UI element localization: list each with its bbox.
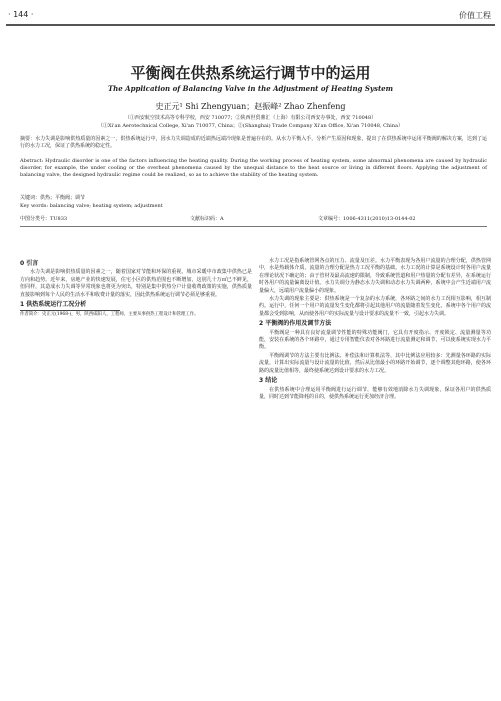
footnote: 作者简介：史正元(1968-)，男，陕西咸阳人，工程师，主要从事供热工程设计和管理工作。 (20, 311, 199, 317)
footnote-rule (20, 310, 120, 311)
doc-code: 文献标识码：A (190, 216, 224, 222)
abstract-rule (20, 226, 487, 227)
article-title-en: The Application of Balancing Valve in the Adjustment of Heating System (107, 84, 394, 93)
body-columns (0, 258, 501, 695)
abstract-cn: 摘要：水力失调是影响供热质量的因素之一，供热系统运行中，因水力失调造成的近端热远端冷现象是普遍存在的。从水力平衡入手，分析产生原因和现象，提出了在供热系统中运用平衡阀的解决方案，达到了运行的水力工况，保证了供热系统的稳定性。 (20, 136, 487, 150)
affiliations-cn: （①西安航空技术高等专科学校，西安 710077；②陕西世贸鼎汇（上海）有限公司西安办事处，西安 710048） (124, 115, 377, 121)
paragraph: 在供热系统中合理运用平衡阀进行运行调节，能够有效地消除水力失调现象，保证各用户的供热质量，同时达到节能降耗的目的，使供热系统运行更加经济合理。 (259, 386, 491, 400)
right-column (259, 258, 491, 402)
section-heading: 1 供热系统运行工况分析 (20, 301, 87, 309)
paragraph: 平衡阀调节的方法主要有比例法、补偿法和计算机法等，其中比例法应用较多：先测量各环路的实际流量，计算出实际流量与设计流量的比值，然后从比值最小的环路开始调节，逐个调整其他环路，使各环路的流量比值相等，最终使系统达到设计要求的水力工况。 (259, 352, 491, 374)
paragraph: 水力失调的现象主要是：供热系统是一个复杂的水力系统，各环路之间的水力工况相互影响，相互制约。运行中，任何一个用户的流量发生变化都将引起其他用户的流量随着发生变化，系统中各个用户的流量都会受到影响，从而使各用户的实际流量与设计要求的流量不一致，引起水力失调。 (259, 296, 491, 317)
authors: 史正元¹ Shi Zhengyuan；赵振峰² Zhao Zhenfeng (155, 102, 346, 111)
journal-name: 价值工程 (459, 11, 491, 20)
keywords-cn: 关键词：供热；平衡阀；调节 (20, 195, 86, 201)
left-column (20, 258, 252, 318)
header-rule (6, 24, 495, 26)
page-number: · 144 · (8, 10, 34, 19)
paragraph: 平衡阀是一种具有良好流量调节性能的特殊功能阀门，它具有开度指示、开度锁定、流量测量等功能，安装在系统的各个环路中，通过专用智能仪表对各环路进行流量测定和调节，可以使系统实现水力平衡。 (259, 329, 491, 351)
paragraph: 水力工况是指系统管网各点的压力、流量及压差。水力平衡表现为各用户流量的合理分配，供热管网中，水是热载体介质，流量的合理分配是热力工况平衡的基础。水力工况的计算是系统设计时各用户流量在理论状况下确定的；由于管材及最高流速的限制，导致系统管道和用户热量的分配有差异，在系统运行时各用户的流量偏离设计值。水力失调分为静态水力失调和动态水力失调两种，系统中会产生近端用户流量偏大，远端用户流量偏小的现象。 (259, 258, 491, 294)
affiliations-en: （①Xi'an Aerotechnical College, Xi'an 710077, China；②(Shanghai) Trade Company Xi'an Office, Xi'an 710048, China） (98, 123, 403, 129)
section-heading: 0 引言 (20, 260, 39, 267)
section-heading: 2 平衡阀的作用及调节方法 (259, 320, 332, 328)
article-id: 文章编号：1006-4311(2010)13-0144-02 (318, 216, 416, 222)
paragraph: 水力失调是影响供热质量的因素之一，随着国家对节能和环保的重视，城市采暖中市政集中供热已是方向和趋势。近年来，房地产业的快速发展，住宅小区的供热范围也不断增加，这别几十万㎡已不鲜见，但同样，其造成水力失调等异常现象也将更为突出，特别是集中供热分户计量收费政策的实施，供热质量直接影响到每个人民的生活水平和收费计量的落实，因此供热系统运行调节必须足够重视。 (20, 269, 252, 298)
clc-number: 中图分类号：TU833 (20, 216, 68, 222)
keywords-en: Key words: balancing valve; heating system; adjustment (20, 203, 163, 209)
section-heading: 3 结论 (259, 377, 278, 385)
abstract-en: Abstract: Hydraulic disorder is one of the factors influencing the heating quality. During the working process of heating system, some abnormal phenomena are caused by hydraulic disorder, for example, the under cooling or the overheat phenomena caused by the unequal distance to the heat source or living in different floors. Applying the adjustment of balancing valve, the designed hydraulic regime could be realized, so as to achieve the stability of the heating system. (20, 158, 487, 179)
article-title: 平衡阀在供热系统运行调节中的运用 (130, 64, 371, 82)
